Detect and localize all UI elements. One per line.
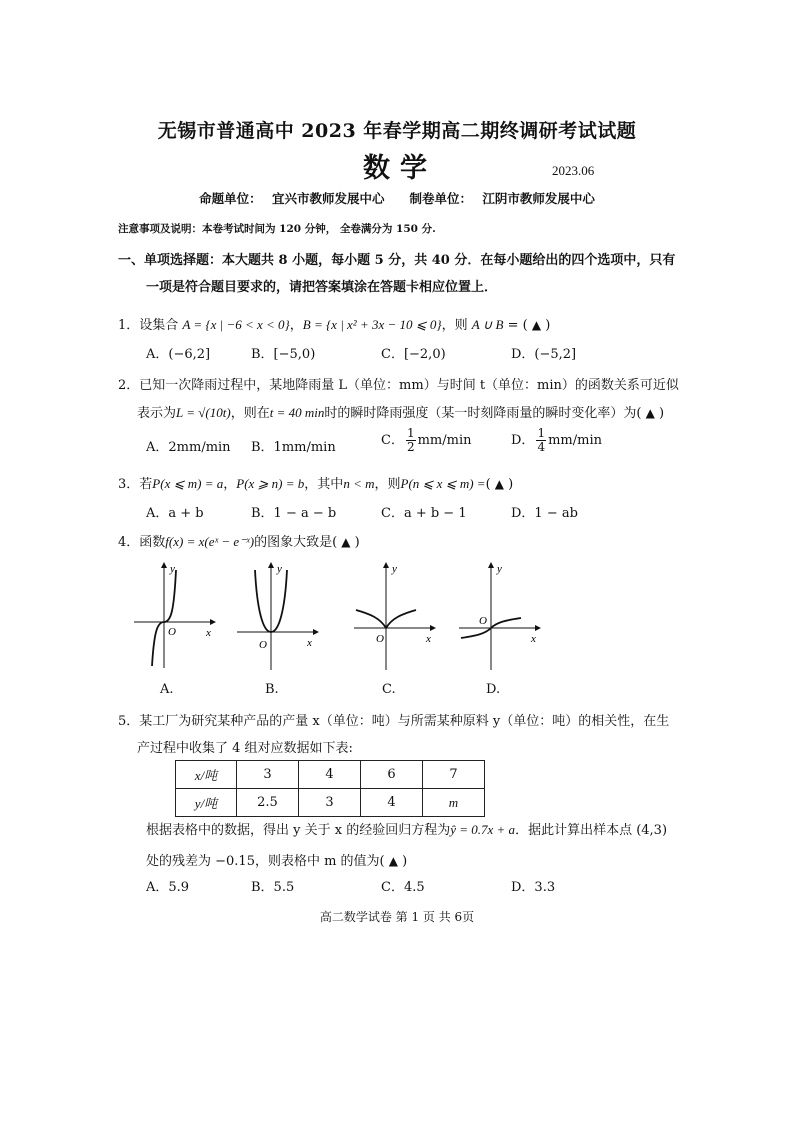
y-axis-label: y: [170, 563, 175, 575]
exam-date: 2023.06: [552, 163, 595, 178]
exam-title: 无锡市普通高中 2023 年春学期高二期终调研考试试题: [157, 120, 637, 142]
question-number: 5．: [118, 714, 140, 729]
x-axis-label: x: [426, 633, 431, 645]
question-4: [118, 531, 360, 550]
q5-option-a: A．5.9: [146, 880, 190, 895]
question-number: 4．: [118, 535, 140, 550]
q5-line3: [146, 819, 667, 838]
q1-option-c: C．[−2,0): [381, 347, 446, 362]
q4-close: ): [354, 535, 360, 550]
q2-option-d-fraction: [536, 427, 546, 454]
graph-a-label: A.: [160, 682, 174, 697]
q5-close: ): [402, 854, 408, 869]
q3-expr-3: n < m: [343, 476, 375, 491]
y-axis-arrow: [161, 562, 167, 568]
q5-option-d: D．3.3: [511, 880, 556, 895]
q2-option-c-unit: mm/min: [417, 433, 472, 448]
subject-heading: 数学: [363, 153, 437, 184]
q3-expr-4: P(n ⩽ x ⩽ m) =: [400, 476, 486, 491]
q4-pre: 函数: [139, 535, 166, 550]
q3-option-d: D．1 − ab: [511, 506, 578, 521]
fraction-denominator: 2: [406, 440, 415, 454]
q2-formula: L = √(10t): [176, 405, 231, 420]
q1-union: A ∪ B: [471, 317, 504, 332]
q1-set-a: A = {x | −6 < x < 0}: [182, 317, 290, 332]
q1-option-d: D．(−5,2]: [511, 347, 577, 362]
q2-close: ): [658, 406, 665, 421]
q5-line4-text: 处的残差为 −0.15，则表格中 m 的值为(: [146, 854, 385, 869]
x-axis-arrow: [430, 625, 436, 631]
y-axis-arrow: [268, 562, 274, 568]
page-footer: 高二数学试卷 第 1 页 共 6页: [319, 910, 475, 924]
graph-d: [455, 558, 545, 674]
q1-close: ): [545, 318, 551, 333]
origin-label: O: [259, 639, 267, 651]
table-row: [176, 789, 485, 817]
y-axis-arrow: [383, 562, 389, 568]
origin-label: O: [168, 626, 176, 638]
q3-close: ): [508, 477, 514, 492]
q1-text-pre: 设集合: [139, 318, 179, 333]
graph-b-label: B.: [265, 682, 279, 697]
q2-option-c-fraction: [406, 427, 416, 454]
q1-text-post: ，则: [441, 318, 468, 333]
table-row: [176, 761, 485, 789]
answer-marker-icon: ▲: [645, 406, 655, 420]
q5-line1: 某工厂为研究某种产品的产量 x（单位：吨）与所需某种原料 y（单位：吨）的相关性，在生: [139, 714, 670, 729]
q4-function: f(x) = x(eˣ − e⁻ˣ): [165, 534, 255, 549]
table-cell: 3: [299, 789, 361, 817]
y-axis-arrow: [488, 562, 494, 568]
q5-line4: [146, 850, 407, 869]
section-heading-line2: 一项是符合题目要求的，请把答案填涂在答题卡相应位置上．: [146, 280, 498, 295]
question-3: [118, 473, 513, 492]
question-1: [118, 314, 550, 333]
q1-end: = (: [507, 318, 528, 333]
x-axis-label: x: [531, 633, 536, 645]
q3-option-b: B．1 − a − b: [251, 506, 337, 521]
answer-marker-icon: ▲: [341, 535, 351, 549]
q4-post: 的图象大致是(: [254, 535, 338, 550]
table-header-cell: y/吨: [176, 789, 237, 817]
question-2: [118, 374, 679, 393]
table-cell: 3: [237, 761, 299, 789]
q5-regression-equation: ŷ = 0.7x + a: [450, 822, 516, 837]
table-cell: 6: [361, 761, 423, 789]
table-header-cell: x/吨: [176, 761, 237, 789]
table-cell: 7: [423, 761, 485, 789]
q3-option-a: A．a + b: [146, 506, 204, 521]
q3-expr-1: P(x ⩽ m) = a: [152, 476, 224, 491]
table-cell: 4: [361, 789, 423, 817]
q1-option-a: A．(−6,2]: [146, 347, 211, 362]
q2-option-c-label: C．: [381, 433, 404, 448]
q5-line3b: ．据此计算出样本点 (4,3): [515, 823, 668, 838]
q3-expr-2: P(x ⩾ n) = b: [236, 476, 305, 491]
data-table: [175, 760, 485, 817]
question-number: 2．: [118, 378, 140, 393]
q2-line2a: 表示为: [137, 406, 177, 421]
section-heading-line1: 一、单项选择题：本大题共 8 小题，每小题 5 分，共 40 分．在每小题给出的四个选项中，只有: [118, 253, 676, 268]
answer-marker-icon: ▲: [494, 477, 505, 491]
graph-d-label: D.: [486, 682, 501, 697]
table-cell: m: [423, 789, 485, 817]
x-axis-label: x: [307, 637, 312, 649]
q5-line2: 产过程中收集了 4 组对应数据如下表:: [137, 741, 353, 756]
q2-option-d: [511, 427, 602, 454]
graph-b: [233, 558, 323, 674]
q3-option-c: C．a + b − 1: [381, 506, 467, 521]
y-axis-label: y: [497, 563, 502, 575]
q2-option-d-unit: mm/min: [548, 433, 602, 448]
q1-sep: ，: [289, 318, 303, 333]
fraction-denominator: 4: [537, 440, 546, 454]
q1-set-b: B = {x | x² + 3x − 10 ⩽ 0}: [302, 317, 442, 332]
q2-line1: 已知一次降雨过程中，某地降雨量 L（单位：mm）与时间 t（单位：min）的函数关系可近似: [139, 378, 679, 393]
q2-condition: t = 40 min: [269, 405, 325, 420]
x-axis-label: x: [206, 627, 211, 639]
q5-option-b: B．5.5: [251, 880, 295, 895]
x-axis-arrow: [210, 619, 216, 625]
q2-line2: [137, 402, 664, 421]
table-cell: 2.5: [237, 789, 299, 817]
q5-line3a: 根据表格中的数据，得出 y 关于 x 的经验回归方程为: [146, 823, 451, 838]
author-units: 命题单位： 宜兴市教师发展中心 制卷单位： 江阴市教师发展中心: [199, 191, 595, 206]
fraction-numerator: 1: [406, 426, 415, 440]
q2-line2b: ，则在: [230, 406, 270, 421]
x-axis-arrow: [313, 629, 319, 635]
table-cell: 4: [299, 761, 361, 789]
q2-option-c: [381, 427, 472, 454]
q2-line2c: 时的瞬时降雨强度（某一时刻降雨量的瞬时变化率）为(: [324, 406, 642, 421]
origin-label: O: [479, 615, 487, 627]
y-axis-label: y: [277, 563, 282, 575]
graph-c-label: C.: [382, 682, 396, 697]
question-5: [118, 710, 669, 729]
question-number: 3．: [118, 477, 140, 492]
graph-c: [350, 558, 440, 674]
q3-open: (: [485, 477, 491, 492]
q3-post: ，则: [374, 477, 401, 492]
origin-label: O: [376, 633, 384, 645]
q2-option-d-label: D．: [511, 433, 535, 448]
q1-option-b: B．[−5,0): [251, 347, 316, 362]
q3-mid: ，其中: [304, 477, 344, 492]
y-axis-label: y: [392, 563, 397, 575]
exam-notes: 注意事项及说明：本卷考试时间为 120 分钟， 全卷满分为 150 分.: [118, 223, 436, 235]
q3-sep: ，: [223, 477, 237, 492]
answer-marker-icon: ▲: [531, 318, 542, 332]
answer-marker-icon: ▲: [388, 854, 399, 868]
graph-a: [130, 558, 220, 674]
x-axis-arrow: [535, 625, 541, 631]
q3-pre: 若: [139, 477, 153, 492]
q2-option-b: B．1mm/min: [251, 440, 336, 455]
fraction-numerator: 1: [537, 426, 546, 440]
q2-option-a: A．2mm/min: [146, 440, 231, 455]
q5-option-c: C．4.5: [381, 880, 425, 895]
question-number: 1．: [118, 318, 140, 333]
